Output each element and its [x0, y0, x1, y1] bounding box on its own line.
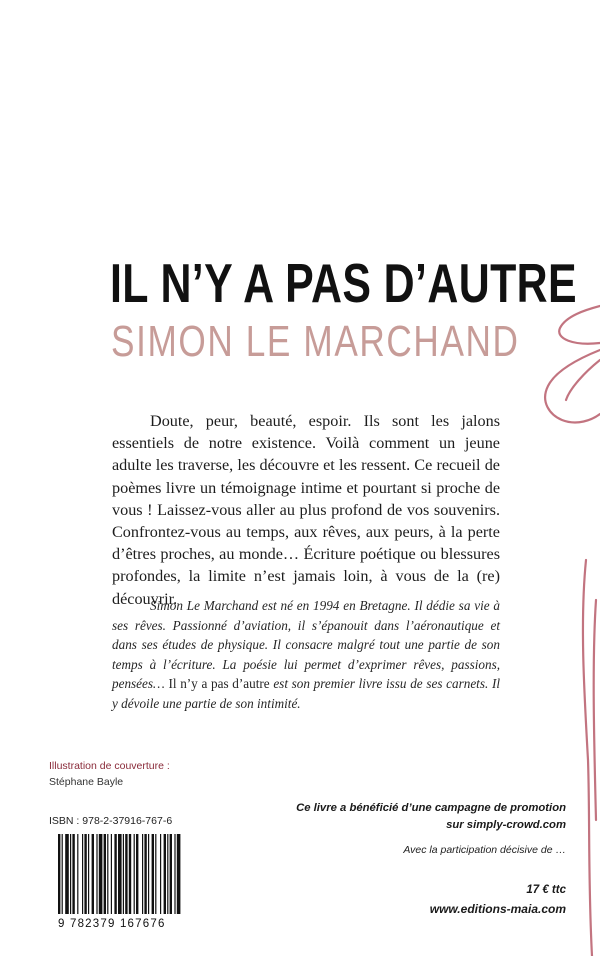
barcode-bar — [84, 834, 86, 914]
barcode-bar — [155, 834, 156, 914]
publisher-website: www.editions-maia.com — [429, 902, 566, 916]
barcode-bar — [77, 834, 78, 914]
barcode-bar — [142, 834, 143, 914]
illustration-label: Illustration de couverture : — [49, 760, 170, 772]
barcode-bar — [92, 834, 94, 914]
barcode-bar — [96, 834, 97, 914]
barcode-bar — [123, 834, 124, 914]
barcode-bar — [104, 834, 106, 914]
barcode-bar — [177, 834, 181, 914]
price: 17 € ttc — [526, 884, 566, 896]
author-bio — [112, 596, 500, 714]
barcode-bar — [129, 834, 131, 914]
barcode-bar — [167, 834, 168, 914]
barcode — [58, 834, 182, 920]
back-cover-blurb — [112, 410, 500, 610]
barcode-bar — [99, 834, 103, 914]
promotion-line-2: sur simply-crowd.com — [446, 819, 566, 831]
illustration-credit — [49, 758, 170, 790]
barcode-bar — [62, 834, 63, 914]
isbn: ISBN : 978-2-37916-767-6 — [49, 815, 173, 827]
bio-book-title: Il n’y a pas d’autre — [168, 676, 270, 692]
barcode-bar — [174, 834, 175, 914]
barcode-bar — [148, 834, 149, 914]
barcode-bar — [152, 834, 154, 914]
barcode-bar — [88, 834, 89, 914]
barcode-bar — [125, 834, 127, 914]
bio-part-2: est son premier livre issu de ses carnets. Il y dévoile une partie de son intimité. — [112, 676, 501, 711]
barcode-digits: 9 782379 167676 — [58, 918, 166, 930]
author-name: SIMON LE MARCHAND — [111, 317, 520, 366]
barcode-bar — [170, 834, 172, 914]
barcode-bar — [58, 834, 60, 914]
participation-note: Avec la participation décisive de … — [403, 844, 566, 856]
barcode-bar — [160, 834, 161, 914]
illustrator-name: Stéphane Bayle — [49, 776, 124, 788]
barcode-bar — [144, 834, 146, 914]
barcode-bar — [107, 834, 108, 914]
barcode-bar — [72, 834, 74, 914]
promotion-notice — [296, 800, 566, 834]
blurb-text: Doute, peur, beauté, espoir. Ils sont les jalons essentiels de notre existence. Voilà comment un jeune adulte les traverse, les découvre et les ressent. Ce recueil de poèmes livre un témoignage intime et pourtant si proche de vous ! Laissez-vous aller au plus profond de vos souvenirs. Confrontez-vous au temps, aux rêves, aux peurs, à la perte d’êtres proches, au monde… Écriture poétique ou blessures profondes, la limite n’est jamais loin, à vous de la (re) découvrir. — [112, 412, 500, 608]
barcode-bar — [114, 834, 116, 914]
promotion-line-1: Ce livre a bénéficié d’une campagne de promotion — [296, 802, 566, 814]
barcode-bar — [65, 834, 69, 914]
barcode-bar — [70, 834, 71, 914]
barcode-bar — [111, 834, 112, 914]
book-title: IL N’Y A PAS D’AUTRE — [110, 252, 578, 314]
bio-part-1: Simon Le Marchand est né en 1994 en Bretagne. Il dédie sa vie à ses rêves. Passionné d’aviation, il s’épanouit dans l’aéronautique et dans ses études de physique. Il consacre malgré tout une partie de son temps à l’écriture. La poésie lui permet d’exprimer rêves, passions, pensées… — [112, 598, 500, 692]
barcode-bar — [118, 834, 122, 914]
barcode-bar — [134, 834, 135, 914]
barcode-bar — [136, 834, 138, 914]
barcode-bar — [164, 834, 166, 914]
barcode-bar — [82, 834, 83, 914]
